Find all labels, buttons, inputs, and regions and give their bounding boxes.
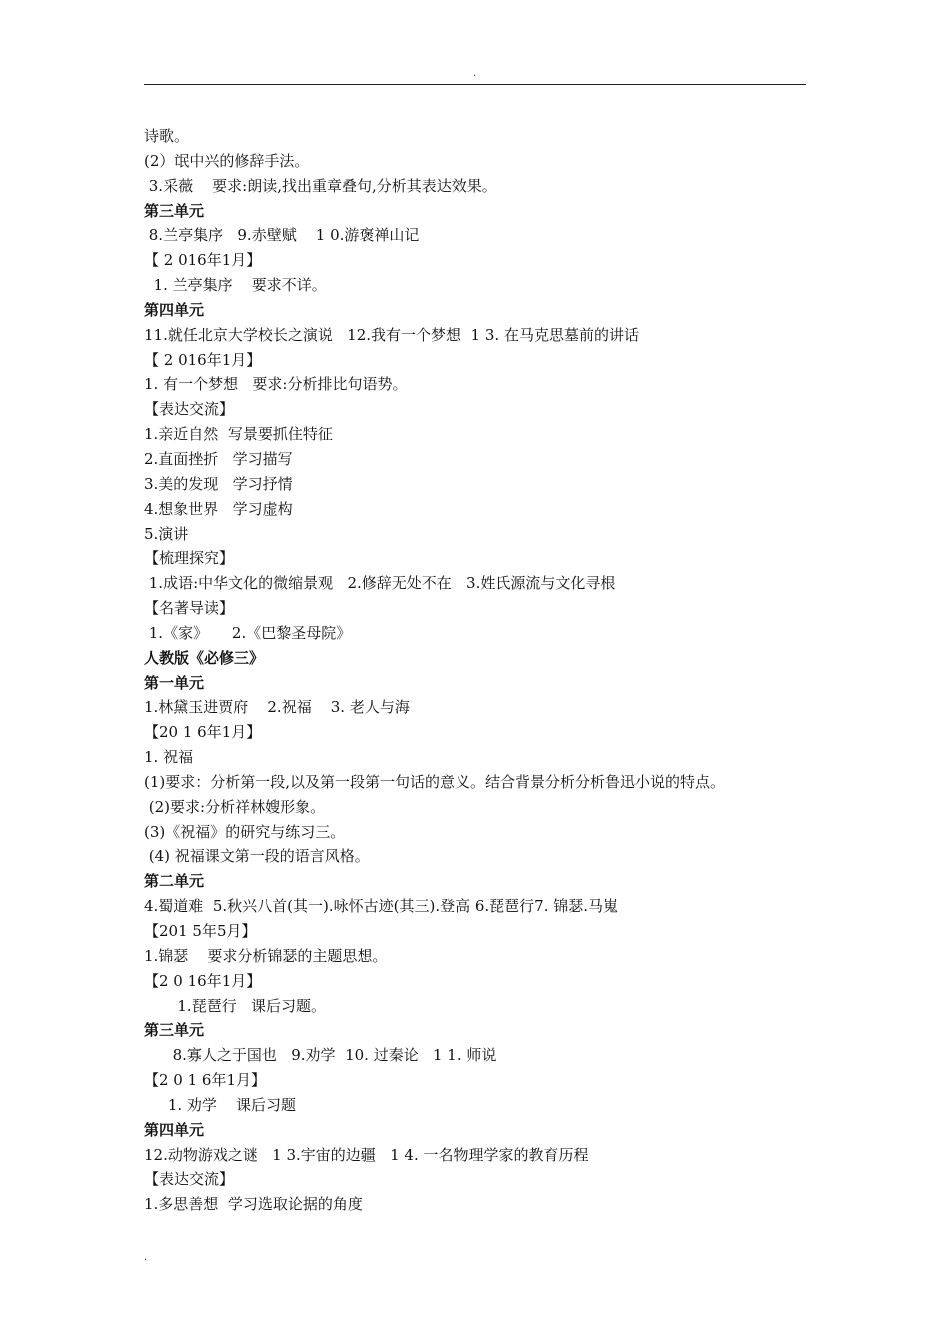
text-line: 2.直面挫折 学习描写 (144, 449, 293, 468)
text-line: 1.林黛玉进贾府 2.祝福 3. 老人与海 (144, 698, 410, 717)
section-heading: 第二单元 (144, 872, 205, 891)
text-line: (3)《祝福》的研究与练习三。 (144, 822, 346, 841)
text-line: 【2 0 1 6年1月】 (144, 1071, 267, 1090)
text-line: 1.多思善想 学习选取论据的角度 (144, 1195, 363, 1214)
text-line: 1. 兰亭集序 要求不详。 (144, 276, 327, 295)
text-line: 3.美的发现 学习抒情 (144, 474, 293, 493)
text-line: 3.采薇 要求:朗读,找出重章叠句,分析其表达效果。 (144, 176, 497, 195)
section-heading: 人教版《必修三》 (144, 648, 265, 667)
text-line: 1.亲近自然 写景要抓住特征 (144, 425, 333, 444)
text-line: 11.就任北京大学校长之演说 12.我有一个梦想 1 3. 在马克思墓前的讲话 (144, 325, 639, 344)
text-line: 【201 5年5月】 (144, 922, 257, 940)
text-line: 12.动物游戏之谜 1 3.宇宙的边疆 1 4. 一名物理学家的教育历程 (144, 1145, 589, 1164)
text-line: 8.兰亭集序 9.赤壁赋 1 0.游褒禅山记 (144, 226, 420, 245)
text-line: 1. 有一个梦想 要求:分析排比句语势。 (144, 375, 408, 394)
text-line: 【20 1 6年1月】 (144, 723, 262, 742)
text-line: 1.成语:中华文化的微缩景观 2.修辞无处不在 3.姓氏源流与文化寻根 (144, 574, 616, 593)
section-heading: 第四单元 (144, 1120, 205, 1139)
text-line: 5.演讲 (144, 524, 189, 543)
text-line: (1)要求：分析第一段,以及第一段第一句话的意义。结合背景分析分析鲁迅小说的特点。 (144, 772, 726, 791)
text-line: 1. 劝学 课后习题 (144, 1095, 296, 1114)
footer-mark: . (144, 1252, 148, 1263)
section-heading: 第三单元 (144, 1021, 205, 1040)
text-line: 【 2 016年1月】 (144, 251, 262, 270)
section-heading: 第四单元 (144, 300, 205, 319)
section-heading: 第一单元 (144, 673, 205, 692)
text-line: 【名著导读】 (144, 599, 235, 618)
text-line: 1.琵琶行 课后习题。 (144, 996, 326, 1015)
text-line: 【表达交流】 (144, 1170, 235, 1189)
document-body (144, 124, 824, 1217)
text-line: 1. 祝福 (144, 748, 194, 767)
section-heading: 第三单元 (144, 201, 205, 220)
text-line: 诗歌。 (144, 127, 190, 145)
text-line: 【 2 016年1月】 (144, 350, 262, 369)
text-line: 【梳理探究】 (144, 549, 235, 568)
header-mark: . (473, 68, 477, 79)
text-line: 8.寡人之于国也 9.劝学 10. 过秦论 1 1. 师说 (144, 1046, 497, 1065)
text-line: 4.想象世界 学习虚构 (144, 499, 293, 518)
text-line: 【表达交流】 (144, 400, 235, 419)
text-line: 【2 0 16年1月】 (144, 971, 262, 990)
text-line: 1.《家》 2.《巴黎圣母院》 (144, 623, 352, 642)
text-line: (4) 祝福课文第一段的语言风格。 (144, 847, 370, 866)
text-line: 1.锦瑟 要求分析锦瑟的主题思想。 (144, 946, 388, 965)
header-rule (144, 84, 806, 85)
text-line: (2)要求:分析祥林嫂形象。 (144, 797, 326, 816)
text-line: (2）氓中兴的修辞手法。 (144, 151, 310, 170)
text-line: 4.蜀道难 5.秋兴八首(其一).咏怀古迹(其三).登高 6.琵琶行7. 锦瑟.马嵬 (144, 897, 619, 916)
